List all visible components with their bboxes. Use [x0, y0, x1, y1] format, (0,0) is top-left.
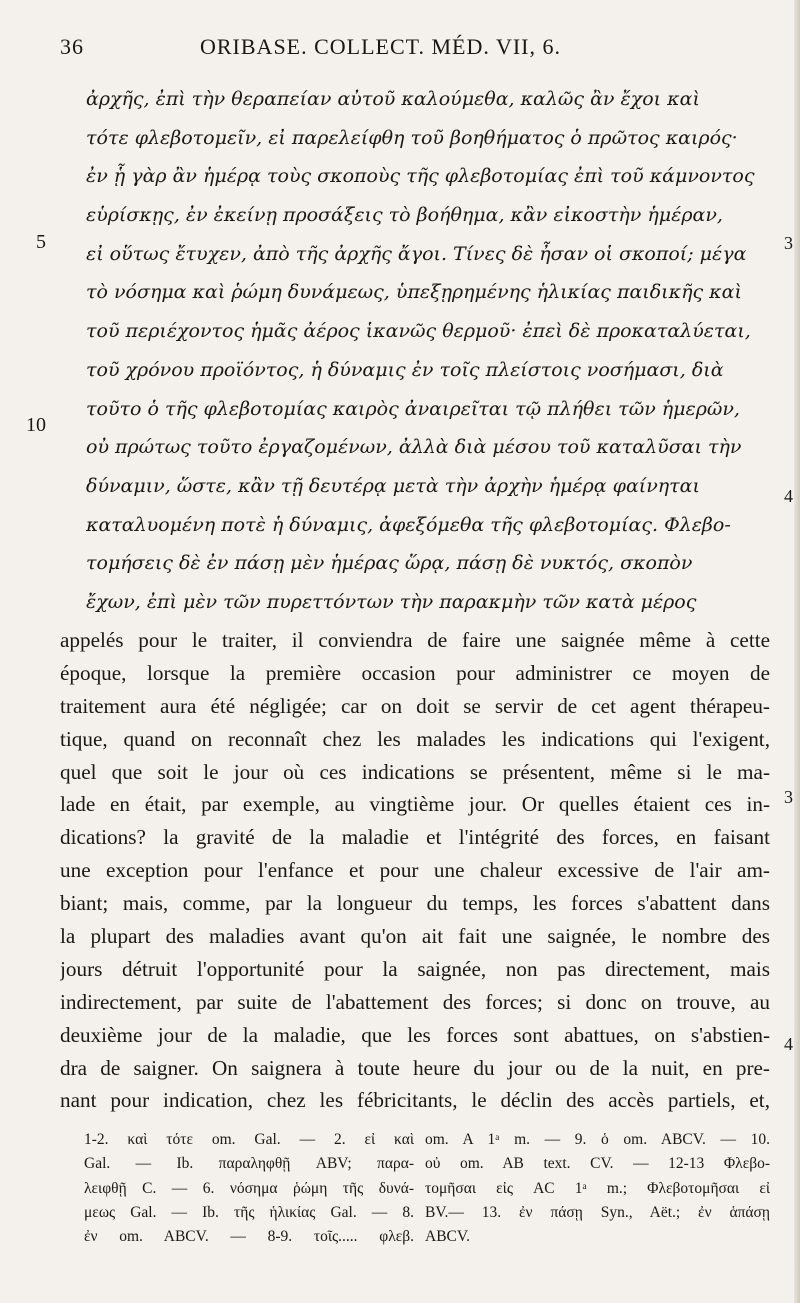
french-line: dra de saigner. On saignera à toute heure du jour ou de la nuit, en pre- [60, 1055, 770, 1080]
footnote-line: om. A 1ᵃ m. — 9. ὁ om. ABCV. — 10. [425, 1131, 770, 1148]
greek-line: εἰ οὕτως ἔτυχεν, ἀπὸ τῆς ἀρχῆς ἄγοι. Τίνες δὲ ἦσαν οἱ σκοποί; μέγα [86, 242, 747, 265]
margin-ref-french-3: 3 [784, 787, 793, 807]
french-line: biant; mais, comme, par la longueur du temps, les forces s'abattent dans [60, 891, 770, 916]
greek-line: τομήσεις δὲ ἐν πάσῃ μὲν ἡμέρας ὥρᾳ, πάσῃ δὲ νυκτός, σκοπὸν [86, 552, 693, 575]
greek-line: τὸ νόσημα καὶ ῥώμη δυνάμεως, ὑπεξῃρημένης ἡλικίας παιδικῆς καὶ [86, 281, 742, 304]
french-line: tique, quand on reconnaît chez les malades les indications qui l'exigent, [60, 726, 770, 751]
french-translation-block [60, 624, 770, 1117]
footnote-line: BV.— 13. ἐν πάσῃ Syn., Aët.; ἐν ἁπάσῃ [425, 1203, 770, 1221]
french-line: quel que soit le jour où ces indications se présentent, même si le ma- [60, 759, 770, 784]
footnote-line: τομῆσαι εἰς AC 1ᵃ m.; Φλεβοτομῆσαι εἰ [425, 1179, 770, 1197]
margin-ref-greek-4: 4 [784, 486, 793, 506]
french-line: dications? la gravité de la maladie et l'intégrité des forces, en faisant [60, 825, 770, 850]
footnote-line: ἐν om. ABCV. — 8-9. τοῖς..... φλεβ. [84, 1228, 414, 1246]
line-number-10: 10 [26, 414, 46, 436]
footnote-line: 1-2. καὶ τότε om. Gal. — 2. εἰ καὶ [84, 1131, 414, 1148]
french-line: appelés pour le traiter, il conviendra de faire une saignée même à cette [60, 628, 770, 652]
footnote-line: ABCV. [425, 1228, 470, 1246]
greek-line: ἀρχῆς, ἐπὶ τὴν θεραπείαν αὐτοῦ καλούμεθα, καλῶς ἂν ἔχοι καὶ [86, 88, 700, 110]
greek-line: καταλυομένη ποτὲ ἡ δύναμις, ἀφεξόμεθα τῆς φλεβοτομίας. Φλεβο- [86, 513, 731, 536]
margin-ref-french-4: 4 [784, 1034, 793, 1054]
footnotes-right-column [425, 1128, 770, 1249]
footnotes-left-column [84, 1128, 414, 1249]
greek-line: τοῦ χρόνου προϊόντος, ἡ δύναμις ἐν τοῖς πλείστοις νοσήμασι, διὰ [86, 358, 724, 381]
greek-line: εὑρίσκῃς, ἐν ἐκείνῃ προσάξεις τὸ βοήθημα, κἂν εἰκοστὴν ἡμέραν, [86, 204, 723, 227]
french-line: la plupart des maladies avant qu'on ait fait une saignée, le nombre des [60, 924, 770, 949]
running-title: ORIBASE. COLLECT. MÉD. VII, 6. [200, 34, 562, 59]
line-number-5: 5 [36, 231, 46, 253]
footnote-line: μεως Gal. — Ib. τῆς ἡλικίας Gal. — 8. [84, 1203, 414, 1221]
french-line: nant pour indication, chez les fébricitants, le déclin des accès partiels, et, [60, 1088, 770, 1113]
margin-ref-greek-3: 3 [784, 233, 793, 253]
greek-line: ἔχων, ἐπὶ μὲν τῶν πυρεττόντων τὴν παρακμὴν τῶν κατὰ μέρος [86, 590, 697, 613]
greek-line: τοῦτο ὁ τῆς φλεβοτομίας καιρὸς ἀναιρεῖται τῷ πλήθει τῶν ἡμερῶν, [86, 397, 740, 420]
greek-text-block [86, 80, 768, 622]
greek-line: οὐ πρώτως τοῦτο ἐργαζομένων, ἀλλὰ διὰ μέσου τοῦ καταλῦσαι τὴν [86, 436, 742, 459]
french-line: deuxième jour de la maladie, que les forces sont abattues, on s'abstien- [60, 1022, 770, 1047]
page-edge-shadow [794, 0, 800, 1303]
greek-line: δύναμιν, ὥστε, κἂν τῇ δευτέρᾳ μετὰ τὴν ἀρχὴν ἡμέρᾳ φαίνηται [86, 474, 700, 497]
greek-line: τοῦ περιέχοντος ἡμᾶς ἀέρος ἱκανῶς θερμοῦ· ἐπεὶ δὲ προκαταλύεται, [86, 320, 751, 343]
running-header [60, 34, 640, 64]
french-line: indirectement, par suite de l'abattement des forces; si donc on trouve, au [60, 989, 770, 1014]
french-line: époque, lorsque la première occasion pour administrer ce moyen de [60, 660, 770, 685]
french-line: jours détruit l'opportunité pour la saignée, non pas directement, mais [60, 956, 770, 981]
french-line: une exception pour l'enfance et pour une chaleur excessive de l'air am- [60, 858, 770, 883]
greek-line: ἐν ᾗ γὰρ ἂν ἡμέρᾳ τοὺς σκοποὺς τῆς φλεβοτομίας ἐπὶ τοῦ κάμνοντος [86, 165, 755, 188]
page-number: 36 [60, 34, 84, 59]
footnote-line: λειφθῇ C. — 6. νόσημα ῥώμη τῆς δυνά- [84, 1179, 414, 1197]
footnote-line: Gal. — Ib. παραληφθῇ ABV; παρα- [84, 1155, 414, 1173]
french-line: traitement aura été négligée; car on doit se servir de cet agent thérapeu- [60, 693, 770, 718]
footnote-line: οὐ om. AB text. CV. — 12-13 Φλεβο- [425, 1155, 770, 1173]
french-line: lade en était, par exemple, au vingtième jour. Or quelles étaient ces in- [60, 792, 770, 817]
greek-line: τότε φλεβοτομεῖν, εἰ παρελείφθη τοῦ βοηθήματος ὁ πρῶτος καιρός· [86, 126, 738, 149]
